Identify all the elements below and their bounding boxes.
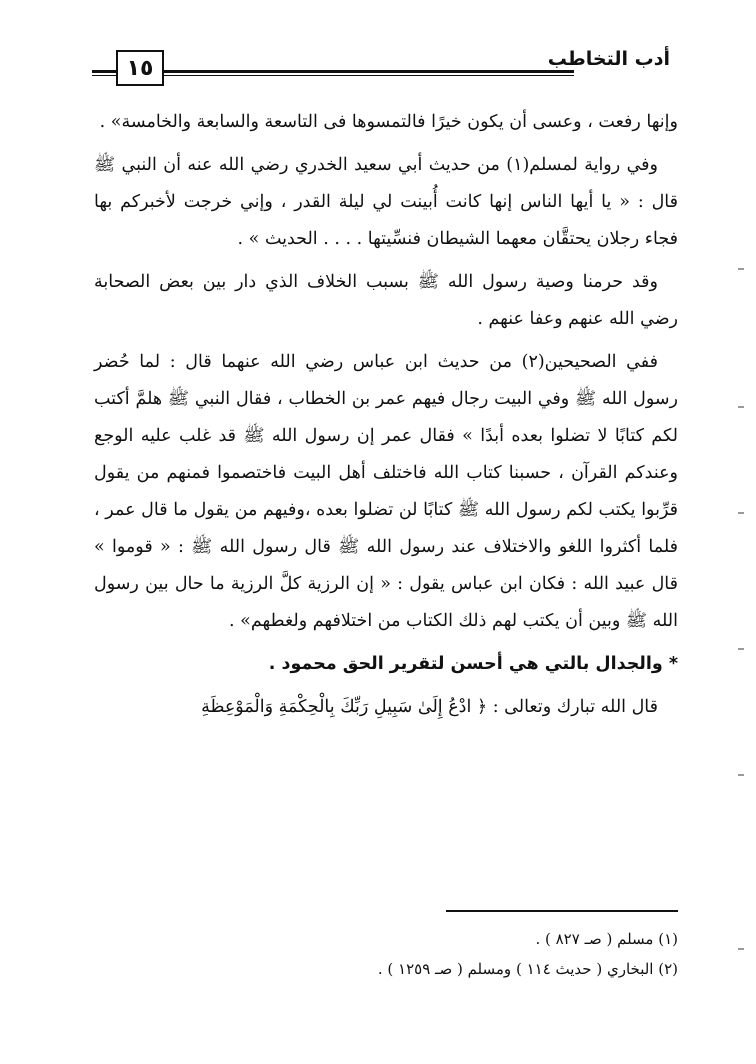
paragraph-muslim-narration: وفي رواية لمسلم(١) من حديث أبي سعيد الخدري رضي الله عنه أن النبي ﷺ قال : « يا أيها الناس إنها كانت أُبينت لي ليلة القدر ، وإني خرجت لأخبركم بها فجاء رجلان يحتقَّان معهما الشيطان فنسِّيتها . . . . الحديث » .	[94, 155, 678, 249]
scan-mark	[738, 774, 744, 776]
page-number: ١٥	[116, 50, 164, 86]
footnote-separator	[446, 910, 678, 912]
paragraph-will-deprived: وقد حرمنا وصية رسول الله ﷺ بسبب الخلاف الذي دار بين بعض الصحابة رضي الله عنهم وعفا عنهم .	[94, 272, 678, 329]
running-title: أدب التخاطب	[547, 48, 670, 70]
paragraph-sahihain-hadith: ففي الصحيحين(٢) من حديث ابن عباس رضي الله عنهما قال : لما حُضر رسول الله ﷺ وفي البيت رجال فيهم عمر بن الخطاب ، فقال النبي ﷺ هلمَّ أكتب لكم كتابًا لا تضلوا بعده أبدًا » فقال عمر إن رسول الله ﷺ قد غلب عليه الوجع وعندكم القرآن ، حسبنا كتاب الله فاختلف أهل البيت فاختصموا فمنهم من يقول قرِّبوا يكتب لكم رسول الله ﷺ كتابًا لن تضلوا بعده ،وفيهم من يقول ما قال عمر ، فلما أكثروا اللغو والاختلاف عند رسول الله ﷺ قال رسول الله ﷺ : « قوموا » قال عبيد الله : فكان ابن عباس يقول : « إن الرزية كلَّ الرزية ما حال بين رسول الله ﷺ وبين أن يكتب لهم ذلك الكتاب من اختلافهم ولغطهم» .	[94, 352, 678, 631]
scan-mark	[738, 406, 744, 408]
footnotes	[94, 924, 678, 984]
main-text	[94, 104, 678, 726]
footnote-2: (٢) البخاري ( حديث ١١٤ ) ومسلم ( صـ ١٢٥٩ ) .	[377, 960, 678, 978]
page-header	[92, 44, 670, 94]
footnote-1: (١) مسلم ( صـ ٨٢٧ ) .	[535, 930, 678, 948]
scan-mark	[738, 648, 744, 650]
scan-mark	[738, 268, 744, 270]
scan-mark	[738, 948, 744, 950]
section-heading-debate: * والجدال بالتي هي أحسن لتقرير الحق محمود .	[268, 654, 678, 674]
scan-mark	[738, 512, 744, 514]
paragraph-quran-verse: قال الله تبارك وتعالى : ﴿ ادْعُ إِلَىٰ سَبِيلِ رَبِّكَ بِالْحِكْمَةِ وَالْمَوْعِظَةِ	[201, 697, 658, 717]
header-rule	[92, 70, 574, 76]
paragraph-continuation: وإنها رفعت ، وعسى أن يكون خيرًا فالتمسوها فى التاسعة والسابعة والخامسة» .	[99, 112, 678, 132]
